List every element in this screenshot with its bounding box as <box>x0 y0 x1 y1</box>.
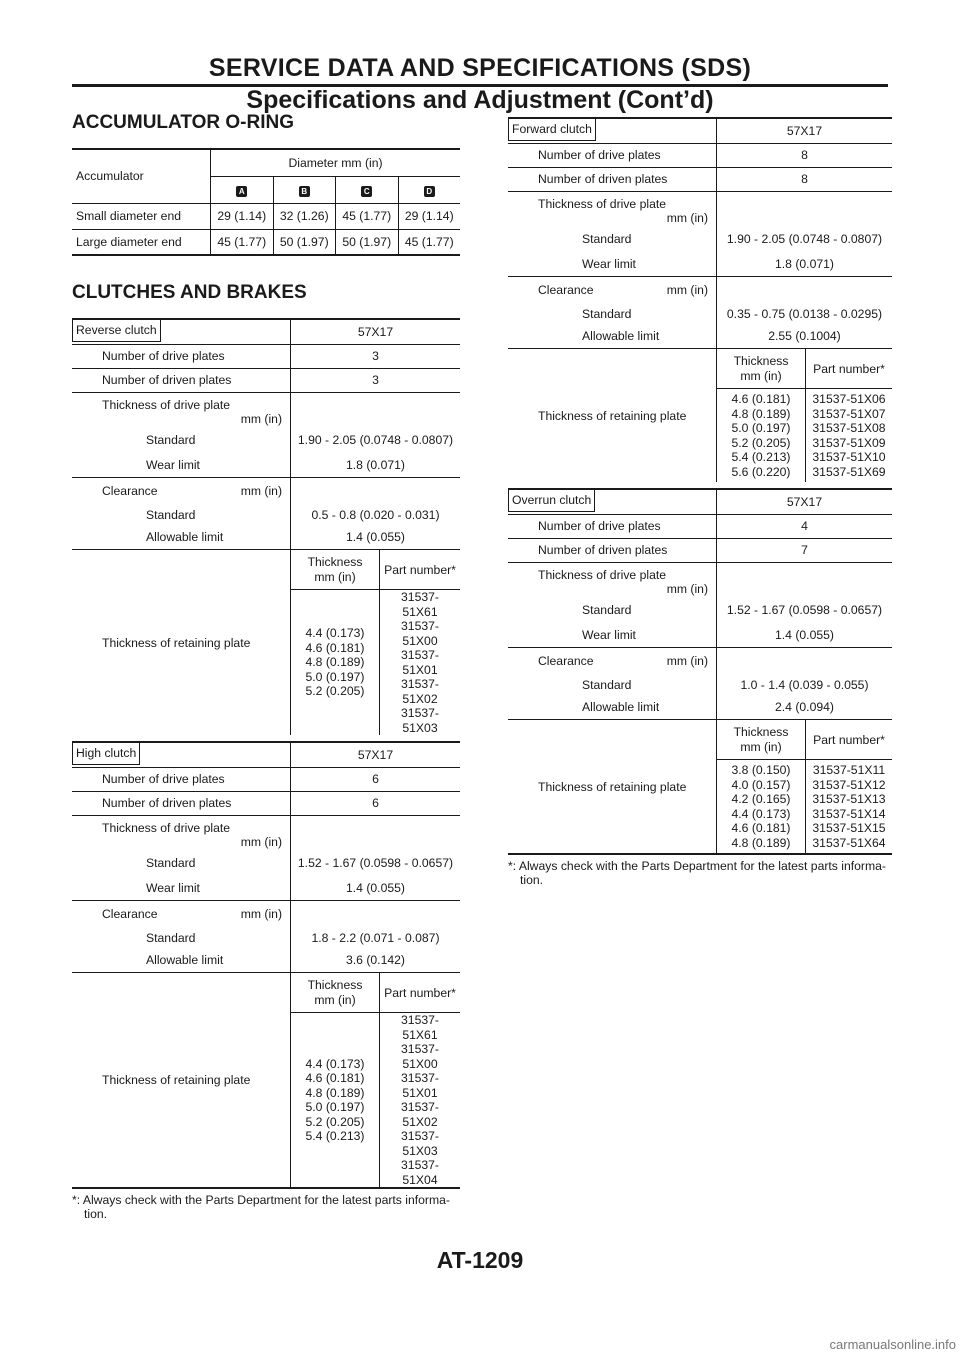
overrun-clutch-table: Overrun clutch 57X17 Number of drive plates 4 Number of driven plates 7 Thickness of drive plate mm (in) Standard 1.52 - 1.67 (0.0598 - 0.0657) Wear limit 1.4 (0.055) Clearance mm (in) Standard 1.0 - 1.4 (0.039 - 0.055) Allowable limit 2.4 (0.094) Thickness of retaining plate Thickness mm (in) Part number* 3.8 (0.150) 4.0 (0.157) 4.2 (0.165) 4.4 (0.173) 4.6 (0.181) 4.8 (0.189) 31537-51X11 31537-51X12 31537-51X13 31537-51X14 31537-51X15 31537-51X64 <box>508 488 892 855</box>
watermark[interactable]: carmanualsonline.info <box>829 1337 956 1352</box>
accumulator-title: ACCUMULATOR O-RING <box>72 112 294 133</box>
high-clutch-table: High clutch 57X17 Number of drive plates 6 Number of driven plates 6 Thickness of drive plate mm (in) Standard 1.52 - 1.67 (0.0598 - 0.0657) Wear limit 1.4 (0.055) Clearance mm (in) Standard 1.8 - 2.2 (0.071 - 0.087) Allowable limit 3.6 (0.142) Thickness of retaining plate Thickness mm (in) Part number* 4.4 (0.173) 4.6 (0.181) 4.8 (0.189) 5.0 (0.197) 5.2 (0.205) 5.4 (0.213) 31537-51X61 31537-51X00 31537-51X01 31537-51X02 31537-51X03 31537-51X04 <box>72 741 460 1189</box>
page-number: AT-1209 <box>436 1247 524 1273</box>
clutches-title: CLUTCHES AND BRAKES <box>72 282 307 303</box>
footnote: *: Always check with the Parts Department for the latest parts informa- tion. <box>508 859 886 887</box>
high-clutch-label: High clutch <box>72 743 140 765</box>
table-row: Large diameter end 45 (1.77) 50 (1.97) 50 (1.97) 45 (1.77) <box>72 229 460 255</box>
forward-clutch-label: Forward clutch <box>508 119 596 141</box>
letter-d-icon: D <box>424 186 435 197</box>
col-a <box>211 176 274 203</box>
left-column <box>72 112 460 1221</box>
page-subtitle: Specifications and Adjustment (Cont’d) <box>246 86 714 114</box>
footnote: *: Always check with the Parts Department for the latest parts informa- tion. <box>72 1193 450 1221</box>
page-title: SERVICE DATA AND SPECIFICATIONS (SDS) <box>208 54 752 82</box>
col-b <box>273 176 336 203</box>
reverse-clutch-label: Reverse clutch <box>72 320 161 342</box>
right-column <box>508 117 892 887</box>
diameter-header: Diameter mm (in) <box>211 149 461 176</box>
overrun-clutch-label: Overrun clutch <box>508 490 595 512</box>
letter-b-icon: B <box>299 186 310 197</box>
reverse-clutch-table: Reverse clutch 57X17 Number of drive plates 3 Number of driven plates 3 Thickness of drive plate mm (in) Standard 1.90 - 2.05 (0.0748 - 0.0807) Wear limit 1.8 (0.071) Clearance mm (in) Standard 0.5 - 0.8 (0.020 - 0.031) Allowable limit 1.4 (0.055) Thickness of retaining plate Thickness mm (in) Part number* 4.4 (0.173) 4.6 (0.181) 4.8 (0.189) 5.0 (0.197) 5.2 (0.205) 31537-51X61 31537-51X00 31537-51X01 31537-51X02 31537-51X03 <box>72 318 460 735</box>
col-c <box>336 176 399 203</box>
accumulator-table <box>72 148 460 256</box>
letter-a-icon: A <box>236 186 247 197</box>
accumulator-label: Accumulator <box>76 169 144 184</box>
table-row: Small diameter end 29 (1.14) 32 (1.26) 45 (1.77) 29 (1.14) <box>72 203 460 229</box>
forward-clutch-table: Forward clutch 57X17 Number of drive plates 8 Number of driven plates 8 Thickness of drive plate mm (in) Standard 1.90 - 2.05 (0.0748 - 0.0807) Wear limit 1.8 (0.071) Clearance mm (in) Standard 0.35 - 0.75 (0.0138 - 0.0295) Allowable limit 2.55 (0.1004) Thickness of retaining plate Thickness mm (in) Part number* 4.6 (0.181) 4.8 (0.189) 5.0 (0.197) 5.2 (0.205) 5.4 (0.213) 5.6 (0.220) 31537-51X06 31537-51X07 31537-51X08 31537-51X09 31537-51X10 31537-51X69 <box>508 117 892 482</box>
letter-c-icon: C <box>361 186 372 197</box>
col-d <box>398 176 460 203</box>
